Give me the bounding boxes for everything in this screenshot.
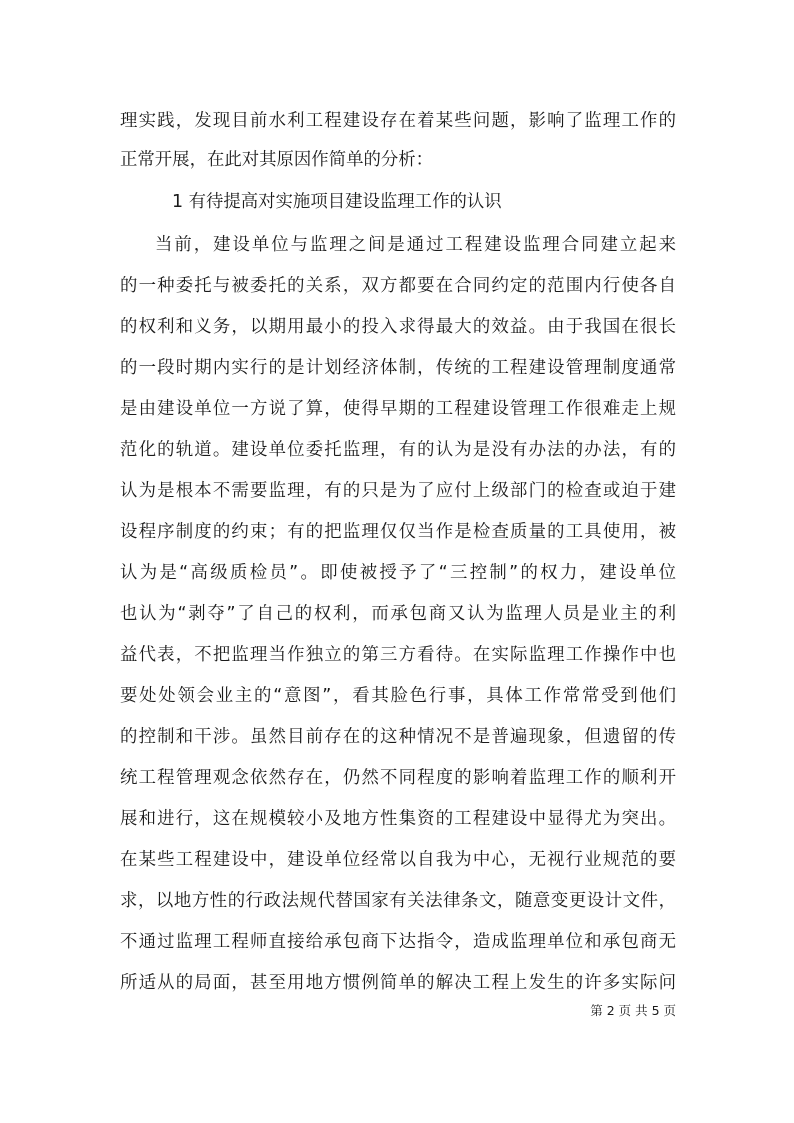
text-line: 认为是根本不需要监理，有的只是为了应付上级部门的检查或迫于建 [120,481,676,501]
text-line: 要处处领会业主的“意图”，看其脸色行事，具体工作常常受到他们 [120,686,676,706]
text-line: 求，以地方性的行政法规代替国家有关法律条文，随意变更设计文件， [120,891,676,911]
text-line: 的控制和干涉。虽然目前存在的这种情况不是普遍现象，但遗留的传 [120,727,676,747]
text-line: 的一段时期内实行的是计划经济体制，传统的工程建设管理制度通常 [120,358,676,378]
text-line: 范化的轨道。建设单位委托监理，有的认为是没有办法的办法，有的 [120,440,676,460]
text-line: 当前，建设单位与监理之间是通过工程建设监理合同建立起来 [155,235,676,255]
text-line: 统工程管理观念依然存在，仍然不同程度的影响着监理工作的顺利开 [120,768,676,788]
section-heading: 1 有待提高对实施项目建设监理工作的认识 [172,192,502,212]
text-line: 的权利和义务，以期用最小的投入求得最大的效益。由于我国在很长 [120,317,676,337]
text-line: 不通过监理工程师直接给承包商下达指令，造成监理单位和承包商无 [120,932,676,952]
text-line: 也认为“剥夺”了自己的权利，而承包商又认为监理人员是业主的利 [120,604,676,624]
page-number: 第 2 页 共 5 页 [590,1003,676,1018]
text-line: 设程序制度的约束；有的把监理仅仅当作是检查质量的工具使用，被 [120,522,676,542]
text-line: 的一种委托与被委托的关系，双方都要在合同约定的范围内行使各自 [120,276,676,296]
text-line: 是由建设单位一方说了算，使得早期的工程建设管理工作很难走上规 [120,399,676,419]
text-line: 正常开展，在此对其原因作简单的分析： [120,150,434,170]
text-line: 展和进行，这在规模较小及地方性集资的工程建设中显得尤为突出。 [120,809,676,829]
text-line: 所适从的局面，甚至用地方惯例简单的解决工程上发生的许多实际问 [120,973,676,993]
text-line: 益代表，不把监理当作独立的第三方看待。在实际监理工作操作中也 [120,645,676,665]
text-line: 理实践，发现目前水利工程建设存在着某些问题，影响了监理工作的 [120,111,676,131]
text-line: 认为是“高级质检员”。即使被授予了“三控制”的权力，建设单位 [120,563,676,583]
text-line: 在某些工程建设中，建设单位经常以自我为中心，无视行业规范的要 [120,850,676,870]
